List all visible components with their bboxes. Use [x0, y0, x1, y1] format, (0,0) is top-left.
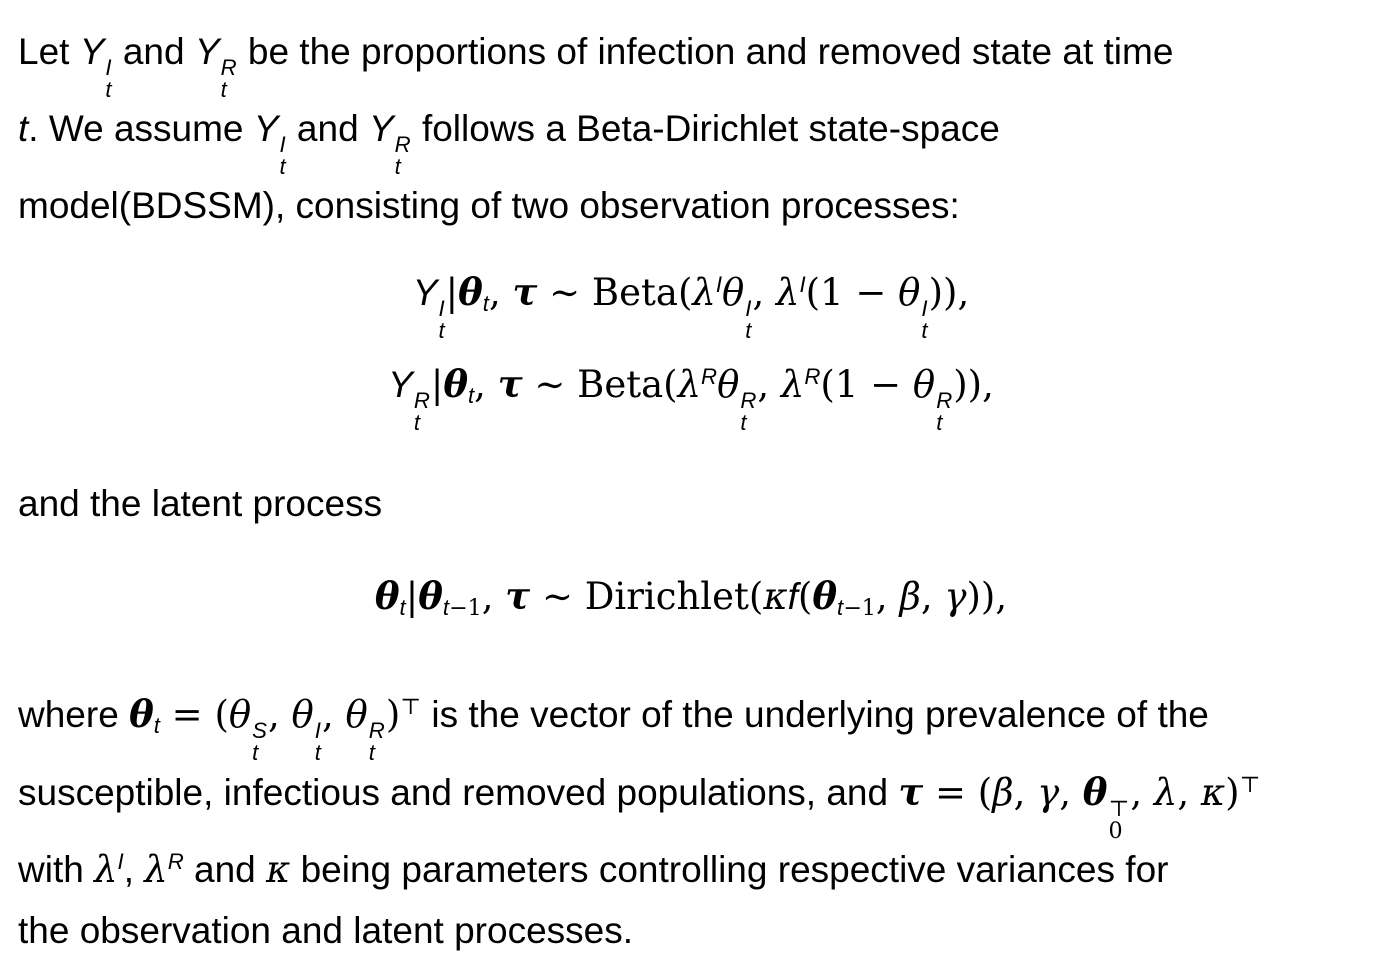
math-token: ∼ Beta( — [537, 271, 693, 315]
math-superscript: R — [936, 387, 953, 413]
math-token: θ — [129, 692, 154, 737]
math-superscript: R — [368, 717, 385, 743]
math-token: γ — [944, 575, 967, 619]
math-subsup-stack — [740, 387, 757, 435]
math-superscript: S — [252, 717, 267, 743]
math-superscript: I — [279, 131, 286, 157]
math-subscript: t — [105, 76, 112, 102]
math-token: λ — [144, 848, 168, 892]
math-token: | — [405, 575, 419, 619]
math-token: , — [920, 575, 945, 619]
math-token: follows a Beta-Dirichlet state-space — [411, 108, 1000, 150]
math-token: ⊤ — [400, 693, 422, 720]
math-subsup-stack — [438, 295, 445, 343]
math-token: θ — [812, 574, 838, 619]
math-token: I — [715, 271, 723, 297]
math-subscript: t — [314, 740, 321, 766]
math-token: κ — [1200, 771, 1226, 815]
math-token: τ — [497, 362, 523, 407]
math-token: Let — [18, 31, 80, 72]
math-token: −1 — [843, 595, 876, 622]
text-line — [18, 24, 1364, 101]
math-token: θ — [418, 574, 443, 619]
math-token: = ( — [159, 693, 229, 737]
math-token: κ — [266, 848, 291, 892]
math-token: being parameters controlling respective variances for — [290, 849, 1169, 891]
math-subsup-stack — [745, 295, 752, 343]
math-superscript: R — [740, 387, 757, 413]
math-superscript: I — [745, 295, 752, 321]
math-subsup-stack — [413, 387, 430, 435]
math-token: t — [399, 595, 406, 621]
math-token: f — [787, 576, 798, 618]
math-token: , — [1013, 771, 1038, 815]
math-token: and — [286, 108, 369, 150]
math-subscript: 0 — [1108, 818, 1123, 845]
math-subscript: t — [220, 76, 227, 102]
math-token: and — [183, 849, 267, 891]
equation-observation-processes — [18, 264, 1364, 434]
math-token: Y — [79, 31, 105, 72]
math-token: λ — [94, 848, 118, 892]
math-token: −1 — [449, 595, 482, 622]
math-token: , — [875, 575, 900, 619]
math-token: is the vector of the underlying prevalence of the — [421, 694, 1209, 736]
text-line — [18, 264, 1364, 342]
text-line — [18, 356, 1364, 434]
math-subscript: t — [252, 740, 259, 766]
math-token: | — [430, 363, 444, 407]
math-superscript: ⊤ — [1108, 795, 1130, 822]
math-superscript: I — [438, 295, 445, 321]
math-subscript: t — [438, 317, 445, 343]
math-token: λ — [677, 363, 702, 407]
math-token: , — [1059, 771, 1083, 815]
math-token: R — [804, 363, 821, 389]
math-subscript: t — [936, 409, 943, 435]
math-token: t — [482, 291, 489, 317]
math-token: (1 − — [805, 271, 899, 315]
math-superscript: I — [314, 717, 321, 743]
math-token: , — [267, 693, 292, 737]
math-token: θ — [722, 271, 745, 315]
math-token: t — [468, 383, 475, 409]
math-token: R — [167, 848, 184, 874]
math-token: , — [321, 693, 346, 737]
text-line — [18, 842, 1364, 903]
math-superscript: I — [921, 295, 928, 321]
math-subsup-stack — [252, 717, 267, 766]
math-token: λ — [692, 271, 716, 315]
math-subscript: t — [279, 153, 286, 179]
math-token: and the latent process — [18, 483, 383, 525]
math-token: , — [123, 849, 145, 891]
text-line — [18, 764, 1364, 845]
math-token: )), — [953, 363, 994, 407]
math-token: , — [474, 363, 498, 407]
math-token: | — [445, 271, 459, 315]
math-token: , — [1130, 771, 1154, 815]
math-token: κ — [763, 575, 788, 619]
math-token: where — [18, 694, 130, 736]
text-line — [18, 476, 1364, 532]
math-token: I — [799, 271, 806, 297]
math-token: θ — [291, 693, 314, 737]
math-token: Y — [388, 364, 413, 406]
math-subscript: t — [368, 740, 375, 766]
math-token: ∼ Beta( — [522, 363, 678, 407]
math-token: , — [752, 271, 776, 315]
math-superscript: R — [413, 387, 430, 413]
math-subscript: t — [394, 153, 401, 179]
math-token: θ — [228, 693, 252, 737]
text-line — [18, 903, 1364, 959]
math-subscript: t — [921, 317, 928, 343]
math-token: θ — [458, 270, 483, 315]
math-subsup-stack — [105, 54, 112, 102]
math-token: t — [837, 595, 844, 621]
math-token: . We assume — [28, 108, 254, 150]
math-token: θ — [374, 574, 400, 619]
math-token: t — [18, 108, 29, 150]
math-token: , — [488, 271, 513, 315]
math-token: β — [899, 575, 921, 619]
math-token: Y — [368, 108, 394, 150]
math-token: susceptible, infectious and removed populations, and — [18, 772, 899, 814]
math-token: ) — [385, 693, 401, 737]
math-token: , — [1177, 771, 1201, 815]
math-token: I — [117, 848, 124, 874]
math-token: θ — [443, 362, 468, 407]
math-subscript: t — [740, 409, 747, 435]
math-token: ( — [797, 575, 813, 619]
math-token: λ — [1153, 771, 1178, 815]
math-token: τ — [512, 270, 538, 315]
text-line — [18, 178, 1364, 234]
text-line — [18, 686, 1364, 764]
math-token: ) — [1225, 771, 1240, 815]
math-superscript: I — [105, 54, 112, 80]
math-subsup-stack — [368, 717, 385, 766]
text-line — [18, 101, 1364, 178]
math-token: λ — [776, 271, 800, 315]
equation-latent-process — [18, 568, 1364, 630]
math-token: t — [153, 713, 160, 739]
math-token: ⊤ — [1239, 771, 1261, 798]
math-token: Y — [253, 108, 279, 150]
math-token: τ — [898, 770, 924, 815]
math-subsup-stack — [394, 131, 411, 179]
math-token: λ — [780, 363, 805, 407]
math-token: (1 − — [820, 363, 913, 407]
math-subsup-stack — [1108, 795, 1130, 845]
math-token: β — [992, 771, 1014, 815]
math-token: τ — [505, 574, 531, 619]
math-token: model(BDSSM), consisting of two observation processes: — [18, 185, 960, 227]
math-token: θ — [345, 693, 368, 737]
math-subscript: t — [413, 409, 420, 435]
math-token: Y — [412, 272, 438, 314]
math-token: = ( — [923, 771, 993, 815]
math-token: θ — [912, 363, 936, 407]
math-superscript: R — [394, 131, 411, 157]
math-subsup-stack — [314, 717, 321, 766]
math-token: , — [757, 363, 781, 407]
math-token: t — [442, 595, 450, 621]
math-token: )), — [928, 271, 970, 315]
math-subscript: t — [745, 317, 752, 343]
math-token: and — [112, 31, 195, 72]
math-token: θ — [898, 271, 921, 315]
math-token: be the proportions of infection and removed state at time — [237, 31, 1174, 72]
math-subsup-stack — [220, 54, 237, 102]
math-subsup-stack — [921, 295, 928, 343]
math-subsup-stack — [936, 387, 953, 435]
paragraph-latent-intro — [18, 476, 1364, 532]
math-token: θ — [1082, 770, 1108, 815]
math-token: )), — [966, 575, 1008, 619]
paragraph-closing — [18, 686, 1364, 959]
math-token: Y — [194, 31, 220, 72]
math-token: γ — [1037, 771, 1060, 815]
text-line — [18, 568, 1364, 630]
math-superscript: R — [220, 54, 237, 80]
math-token: the observation and latent processes. — [18, 910, 633, 952]
math-token: with — [18, 849, 95, 891]
math-token: θ — [717, 363, 740, 407]
math-token: R — [701, 363, 718, 389]
math-subsup-stack — [279, 131, 286, 179]
paragraph-intro — [18, 24, 1364, 234]
math-token: ∼ Dirichlet( — [530, 575, 764, 619]
math-token: , — [481, 575, 506, 619]
